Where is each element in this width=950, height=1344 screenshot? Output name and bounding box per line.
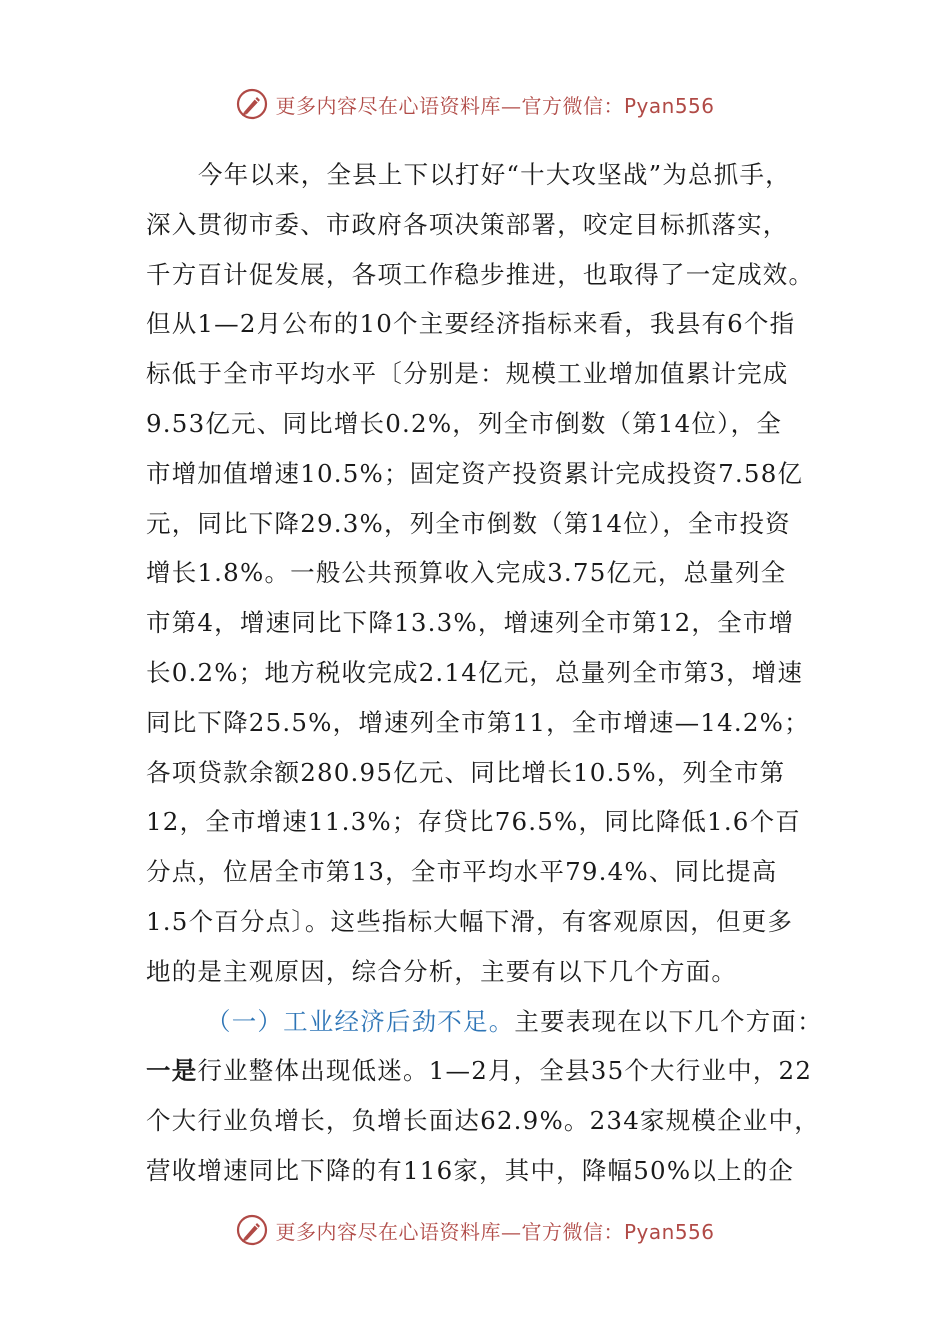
paragraph-line: 今年以来，全县上下以打好“十大攻坚战”为总抓手， [198,160,791,189]
banner-text: 更多内容尽在心语资料库—官方微信：Pyan556 [275,1219,715,1244]
point-text: 行业整体出现低迷。1—2月，全县35个大行业中，22 [197,1056,813,1086]
paragraph-line: 同比下降25.5%，增速列全市第11，全市增速—14.2%； [146,707,810,737]
pen-seal-icon [235,1213,269,1247]
paragraph-line: 深入贯彻市委、市政府各项决策部署，咬定目标抓落实， [146,209,789,239]
paragraph-line: 市增加值增速10.5%；固定资产投资累计完成投资7.58亿 [146,458,804,488]
paragraph-line: 个大行业负增长，负增长面达62.9%。234家规模企业中， [146,1106,820,1136]
footer-banner [0,1212,950,1248]
paragraph-line: 9.53亿元、同比增长0.2%，列全市倒数（第14位），全 [146,408,783,438]
paragraph-line: 但从1—2月公布的10个主要经济指标来看，我县有6个指 [146,309,796,339]
paragraph-line: 12，全市增速11.3%；存贷比76.5%，同比降低1.6个百 [146,807,801,837]
paragraph-line: 长0.2%；地方税收完成2.14亿元，总量列全市第3，增速 [146,657,804,687]
point-line [146,1046,816,1096]
point-label: 一是 [146,1056,198,1086]
section-heading: （一）工业经济后劲不足。 [206,1006,515,1036]
header-banner [0,86,950,122]
paragraph-line: 各项贷款余额280.95亿元、同比增长10.5%，列全市第 [146,757,786,787]
document-body [146,150,823,1196]
paragraph-line: 分点，位居全市第13，全市平均水平79.4%、同比提高 [146,857,778,887]
paragraph-line: 市第4，增速同比下降13.3%，增速列全市第12，全市增 [146,608,795,638]
section-heading-line [146,997,823,1047]
pen-seal-icon [235,87,269,121]
banner-text: 更多内容尽在心语资料库—官方微信：Pyan556 [275,93,715,118]
paragraph-line: 元，同比下降29.3%，列全市倒数（第14位），全市投资 [146,508,791,538]
paragraph-line: 1.5个百分点〕。这些指标大幅下滑，有客观原因，但更多 [146,906,794,936]
paragraph-line: 增长1.8%。一般公共预算收入完成3.75亿元，总量列全 [146,558,787,588]
section-intro: 主要表现在以下几个方面： [514,1006,823,1036]
paragraph-line: 标低于全市平均水平〔分别是：规模工业增加值累计完成 [146,359,789,389]
paragraph-line: 营收增速同比下降的有116家，其中，降幅50%以上的企 [146,1155,795,1185]
paragraph-line: 千方百计促发展，各项工作稳步推进，也取得了一定成效。 [146,259,815,289]
paragraph-line: 地的是主观原因，综合分析，主要有以下几个方面。 [146,956,738,986]
